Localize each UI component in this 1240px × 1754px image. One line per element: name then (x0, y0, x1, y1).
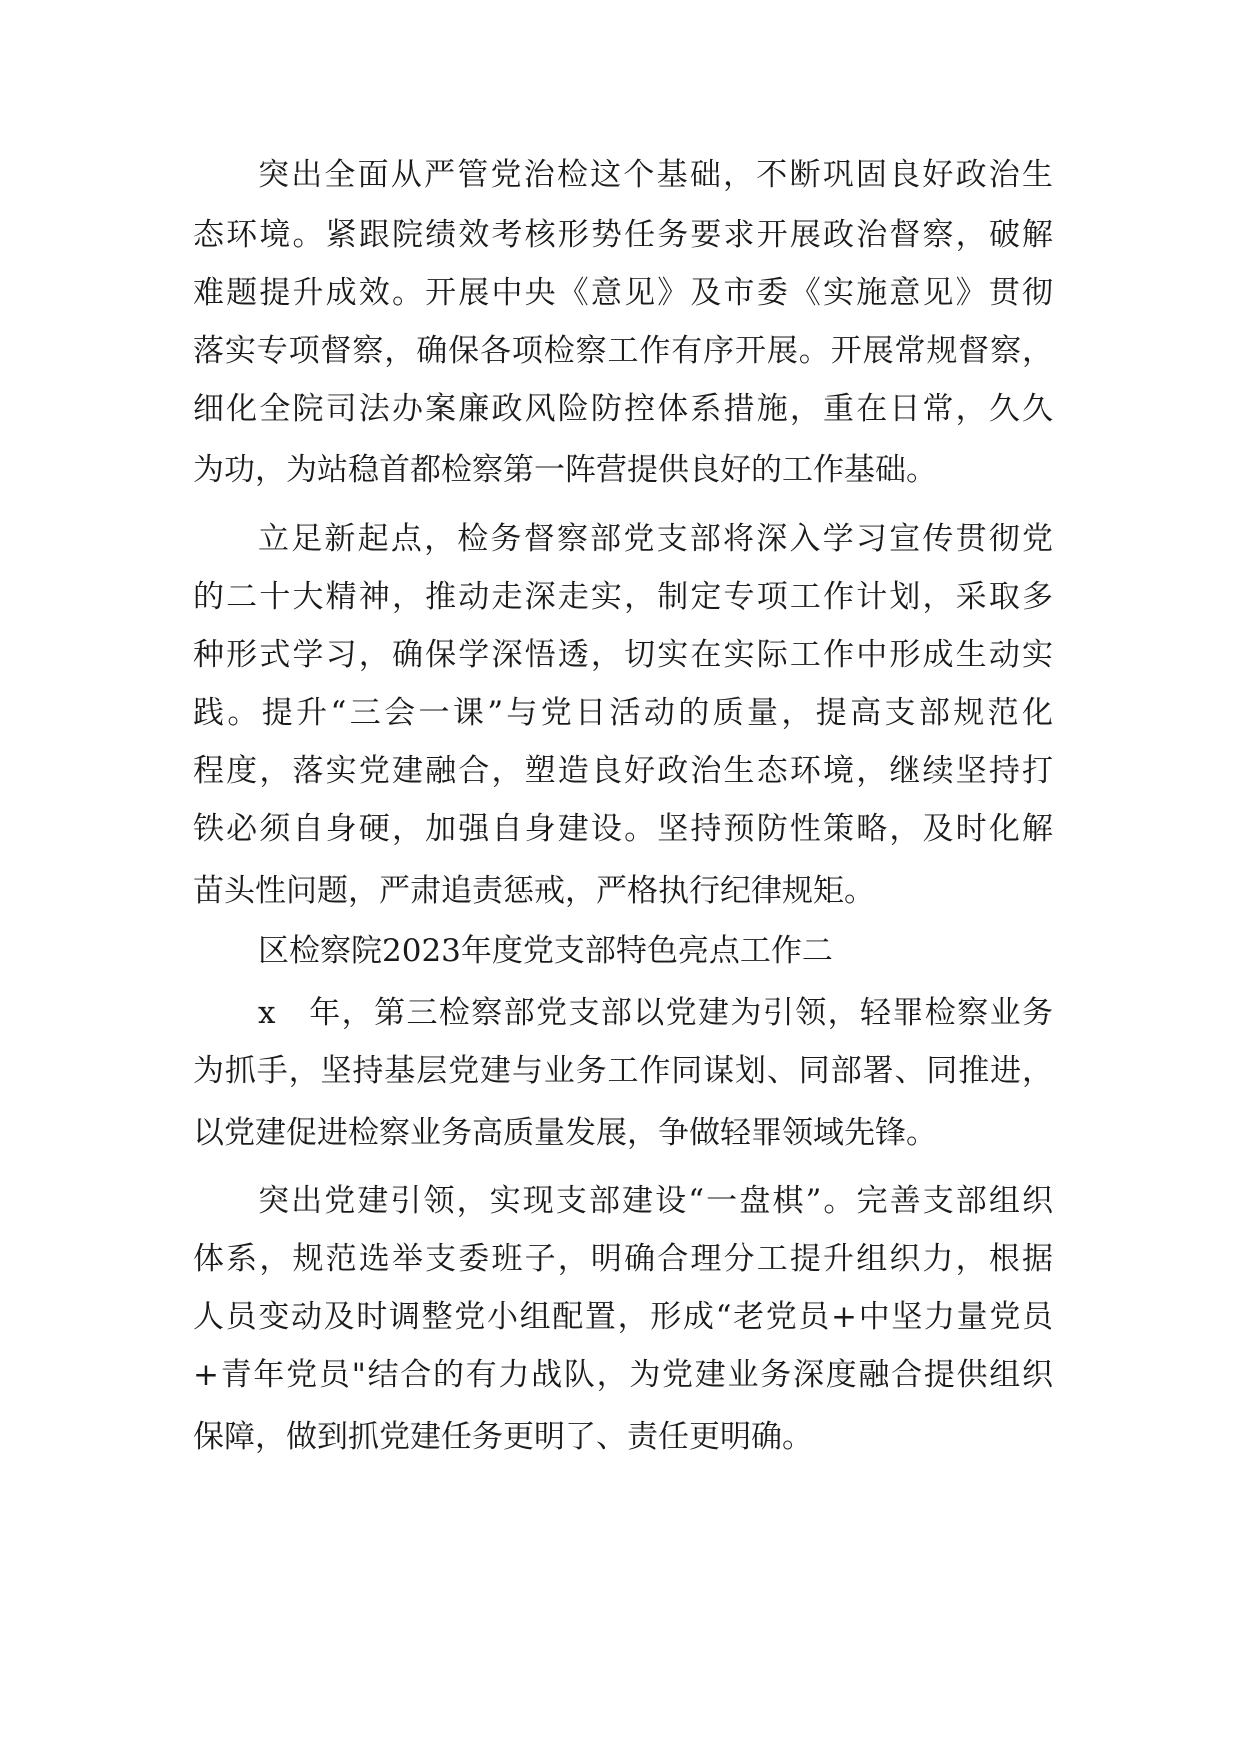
text-line: 突出党建引领，实现支部建设“一盘棋”。完善支部组织 (258, 1183, 1053, 1219)
text-line: 难题提升成效。开展中央《意见》及市委《实施意见》贯彻 (193, 275, 1053, 311)
text-line: 程度，落实党建融合，塑造良好政治生态环境，继续坚持打 (193, 753, 1053, 789)
text-line: 落实专项督察，确保各项检察工作有序开展。开展常规督察， (193, 333, 1053, 369)
text-line: 保障，做到抓党建任务更明了、责任更明确。 (193, 1419, 813, 1455)
text-line: 细化全院司法办案廉政风险防控体系措施，重在日常，久久 (193, 391, 1053, 427)
text-line: 为抓手，坚持基层党建与业务工作同谋划、同部署、同推进， (193, 1053, 1053, 1089)
text-line: 践。提升“三会一课”与党日活动的质量，提高支部规范化 (193, 695, 1053, 731)
text-line: 的二十大精神，推动走深走实，制定专项工作计划，采取多 (193, 579, 1053, 615)
text-line: 态环境。紧跟院绩效考核形势任务要求开展政治督察，破解 (193, 217, 1053, 253)
text-line: 苗头性问题，严肃追责惩戒，严格执行纪律规矩。 (193, 873, 875, 909)
text-line: 铁必须自身硬，加强自身建设。坚持预防性策略，及时化解 (193, 811, 1053, 847)
text-line: 突出全面从严管党治检这个基础，不断巩固良好政治生 (258, 157, 1053, 193)
text-line: x 年，第三检察部党支部以党建为引领，轻罪检察业务 (258, 995, 1053, 1031)
text-line: 为功，为站稳首都检察第一阵营提供良好的工作基础。 (193, 452, 937, 488)
text-line: 人员变动及时调整党小组配置，形成“老党员+中坚力量党员 (193, 1299, 1053, 1335)
text-line: 种形式学习，确保学深悟透，切实在实际工作中形成生动实 (193, 637, 1053, 673)
text-line: 以党建促进检察业务高质量发展，争做轻罪领域先锋。 (193, 1115, 937, 1151)
section-heading: 区检察院2023年度党支部特色亮点工作二 (258, 933, 833, 969)
text-line: 体系，规范选举支委班子，明确合理分工提升组织力，根据 (193, 1241, 1053, 1277)
text-line: +青年党员"结合的有力战队，为党建业务深度融合提供组织 (193, 1357, 1053, 1393)
text-line: 立足新起点，检务督察部党支部将深入学习宣传贯彻党 (258, 521, 1053, 557)
